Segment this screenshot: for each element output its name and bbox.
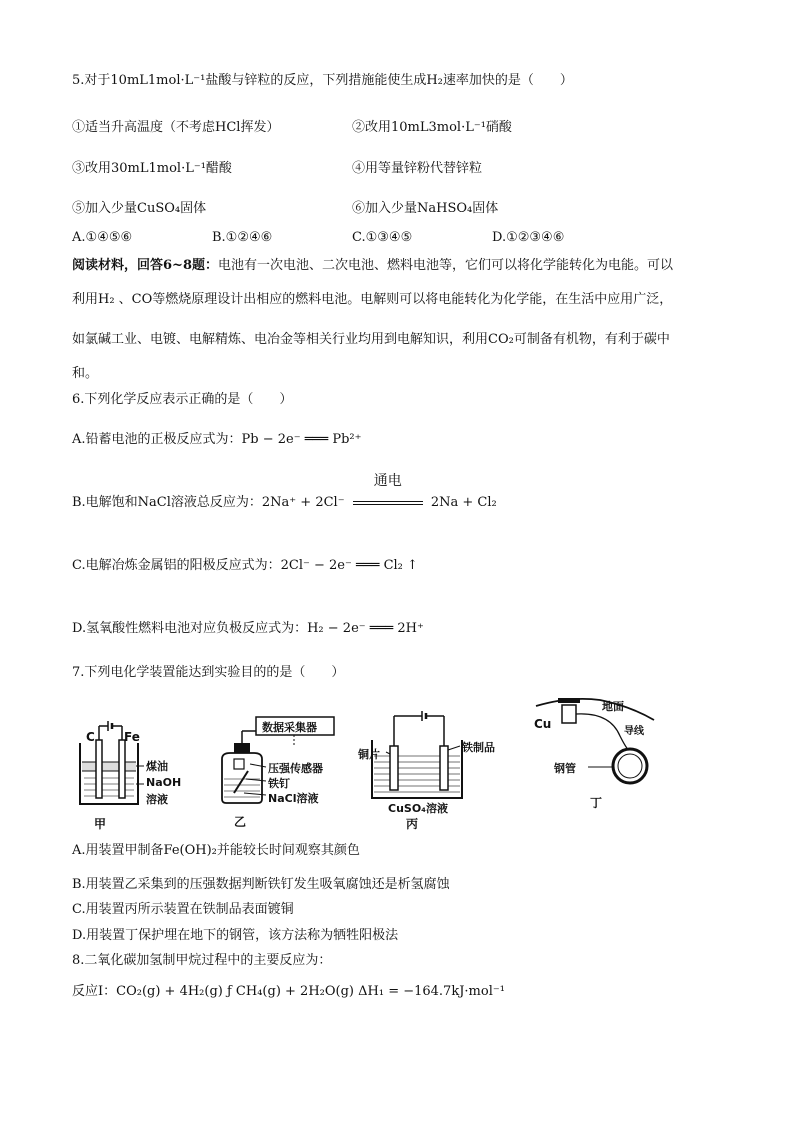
jia-solution-label: 溶液	[146, 793, 168, 806]
q5-option-6: ⑥加入少量NaHSO₄固体	[352, 201, 499, 216]
figure-ding	[530, 692, 660, 817]
ding-name: 丁	[590, 796, 603, 810]
jia-fe-label: Fe	[124, 730, 140, 744]
q5-options-row-1	[72, 116, 732, 134]
ding-ground-label: 地面	[602, 700, 624, 713]
q7-option-b: B.用装置乙采集到的压强数据判断铁钉发生吸氧腐蚀还是析氢腐蚀	[72, 877, 450, 892]
q5-stem: 5.对于10mL1mol·L⁻¹盐酸与锌粒的反应，下列措施能使生成H₂速率加快的是（ ）	[72, 73, 573, 88]
bing-name: 丙	[406, 817, 419, 831]
yi-name: 乙	[234, 815, 247, 829]
reading-text-1: 电池有一次电池、二次电池、燃料电池等，它们可以将化学能转化为电能。可以	[217, 258, 673, 273]
yi-nail-label: 铁钉	[268, 777, 290, 790]
q7-stem: 7.下列电化学装置能达到实验目的的是（ ）	[72, 665, 345, 680]
ding-cu-label: Cu	[534, 717, 552, 731]
figure-bing	[360, 706, 520, 836]
reading-lead: 阅读材料，回答6~8题：	[72, 258, 218, 273]
q8-stem: 8.二氧化碳加氢制甲烷过程中的主要反应为：	[72, 953, 332, 968]
q5-choice-a: A.①④⑤⑥	[72, 230, 133, 245]
reading-line-1	[72, 257, 673, 275]
q5-option-4: ④用等量锌粉代替锌粒	[352, 161, 483, 176]
q5-option-1: ①适当升高温度（不考虑HCl挥发）	[72, 120, 280, 135]
q5-option-2: ②改用10mL3mol·L⁻¹硝酸	[352, 120, 512, 135]
yi-nacl-label: NaCl溶液	[268, 792, 319, 805]
figure-jia	[66, 718, 186, 833]
jia-naoh-label: NaOH	[146, 776, 182, 789]
q6-option-b	[72, 473, 497, 512]
q6-stem: 6.下列化学反应表示正确的是（ ）	[72, 392, 293, 407]
q6-option-a: A.铅蓄电池的正极反应式为：Pb − 2e⁻ ═══ Pb²⁺	[72, 432, 362, 447]
figure-bing-drawing	[360, 706, 520, 836]
q6-option-b-products: 2Na + Cl₂	[430, 495, 497, 510]
q5-options-row-3	[72, 197, 732, 215]
figure-yi	[214, 715, 344, 833]
q7-option-a: A.用装置甲制备Fe(OH)₂并能较长时间观察其颜色	[72, 843, 360, 858]
reading-line-4: 和。	[72, 366, 99, 381]
q7-option-c: C.用装置丙所示装置在铁制品表面镀铜	[72, 902, 294, 917]
jia-name: 甲	[94, 817, 107, 831]
q5-choice-c: C.①③④⑤	[352, 230, 413, 245]
jia-c-label: C	[86, 730, 95, 744]
ding-wire-label: 导线	[624, 726, 644, 737]
bing-iron-label: 铁制品	[462, 741, 495, 754]
bing-copper-label: 铜片	[358, 748, 380, 761]
q6-option-b-text: B.电解饱和NaCl溶液总反应为：2Na⁺ + 2Cl⁻	[72, 495, 345, 510]
q5-options-row-2	[72, 157, 732, 175]
bing-cuso4-label: CuSO₄溶液	[388, 802, 448, 815]
jia-oil-label: 煤油	[146, 760, 168, 773]
q6-electrolysis-arrow	[349, 473, 427, 512]
q8-reaction-1: 反应Ⅰ：CO₂(g) + 4H₂(g) ƒ CH₄(g) + 2H₂O(g) ΔH₁ = −164.7kJ·mol⁻¹	[72, 984, 505, 999]
q6-option-d: D.氢氧酸性燃料电池对应负极反应式为：H₂ − 2e⁻ ═══ 2H⁺	[72, 621, 424, 636]
reading-line-2: 利用H₂ 、CO等燃烧原理设计出相应的燃料电池。电解则可以将电能转化为化学能，在生活中应用广泛，	[72, 292, 673, 307]
q6-option-c: C.电解冶炼金属铝的阳极反应式为：2Cl⁻ − 2e⁻ ═══ Cl₂ ↑	[72, 558, 418, 573]
ding-pipe-label: 钢管	[554, 762, 576, 775]
reading-line-3: 如氯碱工业、电镀、电解精炼、电冶金等相关行业均用到电解知识，利用CO₂可制备有机物，有利于碳中	[72, 332, 670, 347]
yi-sensor-label: 压强传感器	[268, 762, 323, 775]
yi-collector-label: 数据采集器	[262, 721, 317, 734]
q7-option-d: D.用装置丁保护埋在地下的钢管，该方法称为牺牲阳极法	[72, 928, 399, 943]
q5-option-5: ⑤加入少量CuSO₄固体	[72, 201, 207, 216]
q5-choice-d: D.①②③④⑥	[492, 230, 565, 245]
q5-choices	[72, 230, 732, 248]
q5-choice-b: B.①②④⑥	[212, 230, 273, 245]
q5-option-3: ③改用30mL1mol·L⁻¹醋酸	[72, 161, 232, 176]
q6-condition-label: 通电	[373, 473, 402, 489]
